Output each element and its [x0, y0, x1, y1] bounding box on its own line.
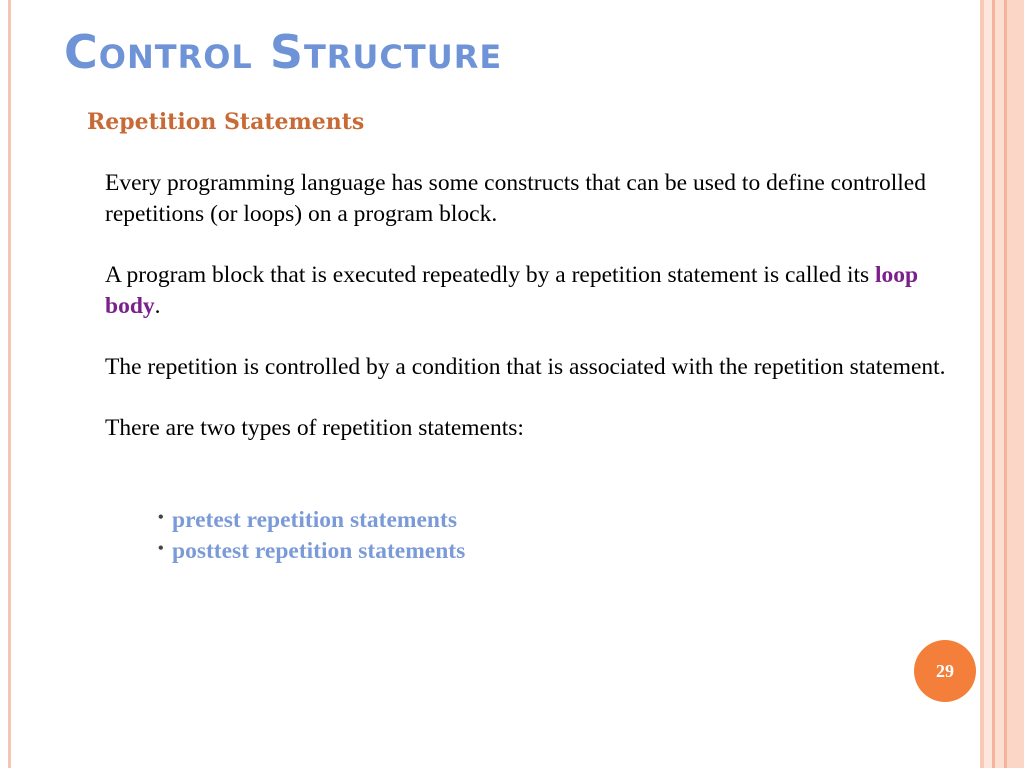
stripe — [984, 0, 992, 768]
bullet-icon: • — [158, 509, 164, 526]
bullet-text: pretest repetition statements — [172, 507, 457, 533]
slide-title: Control Structure — [64, 25, 503, 79]
right-decorative-stripes — [980, 0, 1024, 768]
slide-body — [105, 168, 955, 474]
repetition-types-list — [158, 505, 465, 567]
slide-subtitle: Repetition Statements — [87, 109, 365, 135]
paragraph-text: . — [154, 293, 161, 319]
left-border-line — [8, 0, 11, 768]
loop-body-highlight: loop body — [105, 262, 919, 319]
paragraph-loop-body — [105, 260, 955, 322]
paragraph-condition: The repetition is controlled by a condition that is associated with the repetition statement. — [105, 354, 946, 380]
bullet-text: posttest repetition statements — [172, 538, 466, 564]
paragraph-two-types: There are two types of repetition statements: — [105, 415, 524, 441]
list-item — [158, 536, 465, 567]
bullet-icon: • — [158, 540, 164, 557]
list-item — [158, 505, 465, 536]
page-number-badge: 29 — [914, 640, 976, 702]
stripe — [1007, 0, 1024, 768]
paragraph-loops-definition: Every programming language has some constructs that can be used to define controlled repetitions (or loops) on a program block. — [105, 170, 926, 227]
stripe — [995, 0, 1004, 768]
paragraph-text: A program block that is executed repeatedly by a repetition statement is called its — [105, 262, 876, 288]
